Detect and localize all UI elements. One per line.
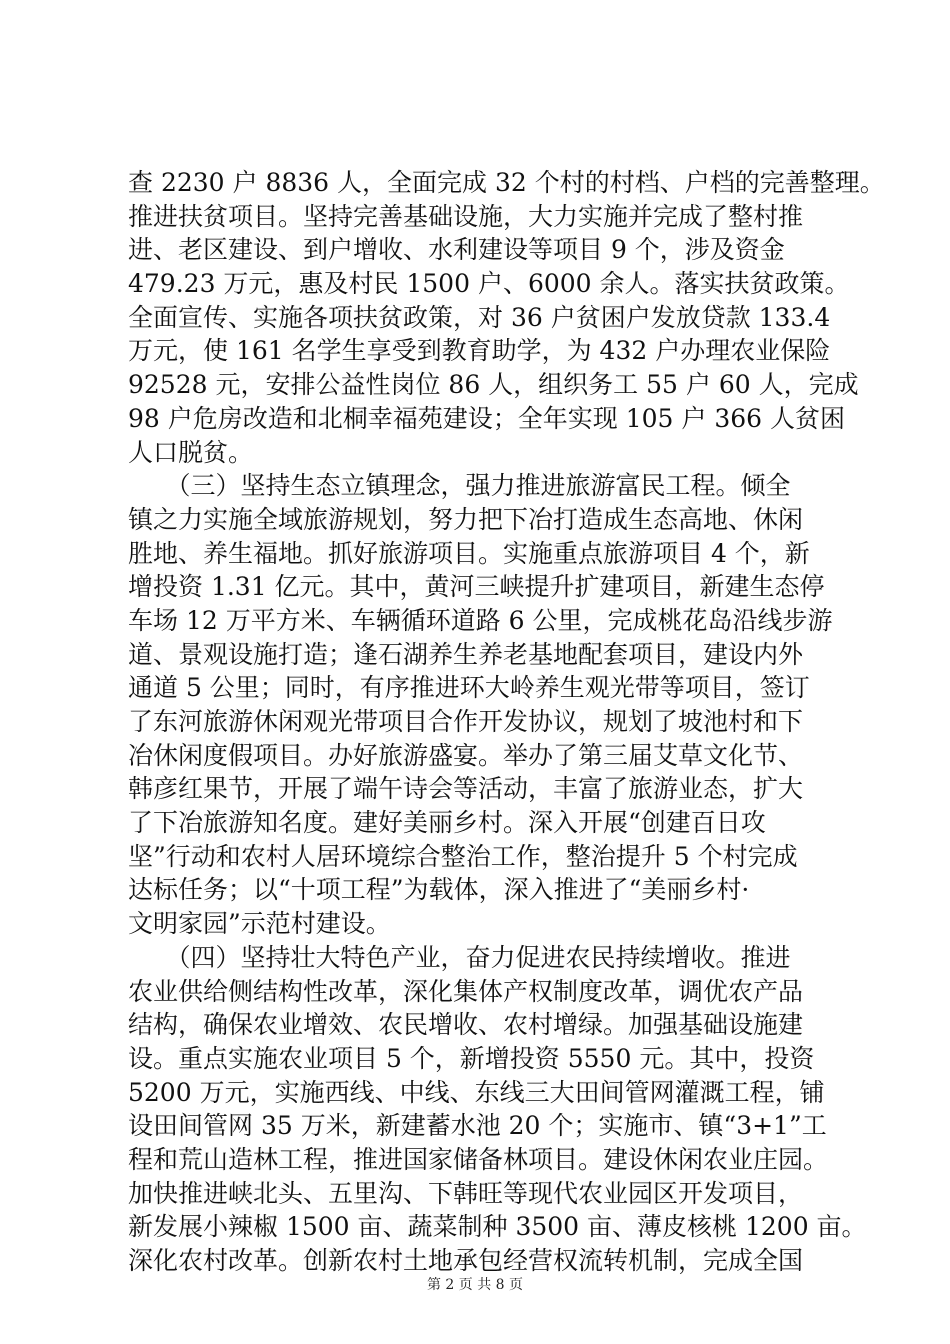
text-line: 设田间管网 35 万米，新建蓄水池 20 个；实施市、镇“3+1”工	[128, 1111, 827, 1141]
text-line: 推进扶贫项目。坚持完善基础设施，大力实施并完成了整村推	[128, 201, 804, 231]
text-line: 设。重点实施农业项目 5 个，新增投资 5550 元。其中，投资	[128, 1043, 815, 1073]
text-line: 新发展小辣椒 1500 亩、蔬菜制种 3500 亩、薄皮核桃 1200 亩。	[128, 1212, 867, 1242]
text-line: 5200 万元，实施西线、中线、东线三大田间管网灌溉工程，铺	[128, 1077, 825, 1107]
text-line: 深化农村改革。创新农村土地承包经营权流转机制，完成全国	[128, 1246, 804, 1275]
text-line: 车场 12 万平方米、车辆循环道路 6 公里，完成桃花岛沿线步游	[128, 605, 833, 635]
text-line: 镇之力实施全域旅游规划，努力把下冶打造成生态高地、休闲	[128, 504, 804, 534]
section-heading-line: （四）坚持壮大特色产业，奋力促进农民持续增收。推进	[128, 942, 791, 972]
text-line: 98 户危房改造和北桐幸福苑建设；全年实现 105 户 366 人贫困	[128, 403, 845, 433]
text-line: 程和荒山造林工程，推进国家储备林项目。建设休闲农业庄园。	[128, 1144, 829, 1174]
text-line: 坚”行动和农村人居环境综合整治工作，整治提升 5 个村完成	[128, 841, 798, 871]
text-line: 道、景观设施打造；逢石湖养生养老基地配套项目，建设内外	[128, 639, 804, 669]
text-line: 了东河旅游休闲观光带项目合作开发协议，规划了坡池村和下	[128, 707, 804, 736]
text-line: 万元，使 161 名学生享受到教育助学，为 432 户办理农业保险	[128, 336, 831, 366]
page-number: 第 2 页 共 8 页	[426, 1277, 524, 1293]
section-heading-line: （三）坚持生态立镇理念，强力推进旅游富民工程。倾全	[128, 471, 791, 501]
text-line: 增投资 1.31 亿元。其中，黄河三峡提升扩建项目，新建生态停	[128, 572, 825, 602]
text-line: 全面宣传、实施各项扶贫政策，对 36 户贫困户发放贷款 133.4	[128, 302, 831, 332]
text-line: 韩彦红果节，开展了端午诗会等活动，丰富了旅游业态，扩大	[128, 774, 804, 804]
text-line: 达标任务；以“十项工程”为载体，深入推进了“美丽乡村·	[128, 875, 750, 905]
page-footer	[0, 1275, 950, 1295]
text-line: 进、老区建设、到户增收、水利建设等项目 9 个，涉及资金	[128, 235, 785, 265]
text-line: 胜地、养生福地。抓好旅游项目。实施重点旅游项目 4 个，新	[128, 538, 810, 568]
text-line: 查 2230 户 8836 人，全面完成 32 个村的村档、户档的完善整理。	[128, 168, 885, 197]
text-line: 人口脱贫。	[128, 437, 254, 467]
text-line: 农业供给侧结构性改革，深化集体产权制度改革，调优农产品	[128, 976, 804, 1006]
text-line: 冶休闲度假项目。办好旅游盛宴。举办了第三届艾草文化节、	[128, 740, 804, 770]
text-line: 通道 5 公里；同时，有序推进环大岭养生观光带等项目，签订	[128, 673, 810, 703]
text-line: 479.23 万元，惠及村民 1500 户、6000 余人。落实扶贫政策。	[128, 269, 850, 299]
text-line: 了下冶旅游知名度。建好美丽乡村。深入开展“创建百日攻	[128, 808, 766, 838]
text-line: 加快推进峡北头、五里沟、下韩旺等现代农业园区开发项目，	[128, 1178, 804, 1208]
document-body	[128, 166, 885, 1278]
text-line: 92528 元，安排公益性岗位 86 人，组织务工 55 户 60 人，完成	[128, 370, 859, 400]
text-line: 结构，确保农业增效、农民增收、农村增绿。加强基础设施建	[128, 1010, 804, 1040]
text-line: 文明家园”示范村建设。	[128, 909, 391, 939]
